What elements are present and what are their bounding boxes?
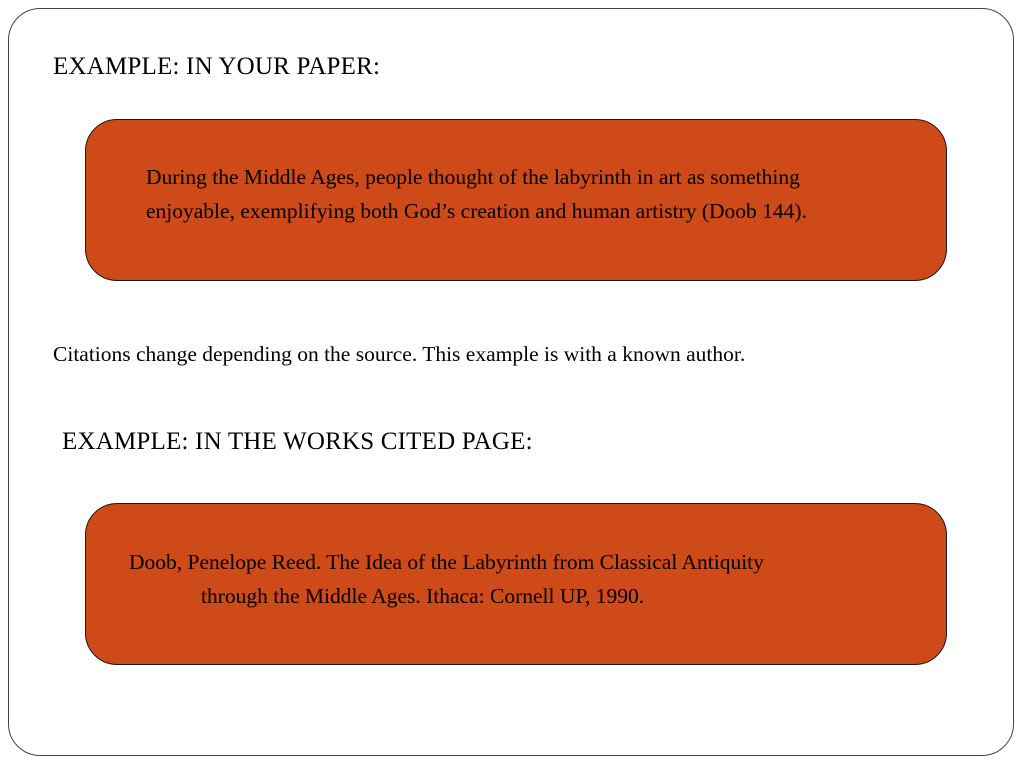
heading-in-your-paper: EXAMPLE: IN YOUR PAPER: <box>53 53 381 80</box>
quote-example-box <box>85 119 947 281</box>
works-cited-example-box <box>85 503 947 665</box>
heading-works-cited: EXAMPLE: IN THE WORKS CITED PAGE: <box>62 428 533 455</box>
works-cited-entry-line-1: Doob, Penelope Reed. The Idea of the Labyrinth from Classical Antiquity <box>129 550 764 574</box>
citation-note: Citations change depending on the source. This example is with a known author. <box>53 342 746 366</box>
works-cited-entry <box>129 545 909 613</box>
quote-example-text: During the Middle Ages, people thought of the labyrinth in art as something enjoyable, exemplifying both God’s creation and human artistry (Doob 144). <box>146 165 807 223</box>
works-cited-entry-line-2: through the Middle Ages. Ithaca: Cornell UP, 1990. <box>201 584 645 608</box>
